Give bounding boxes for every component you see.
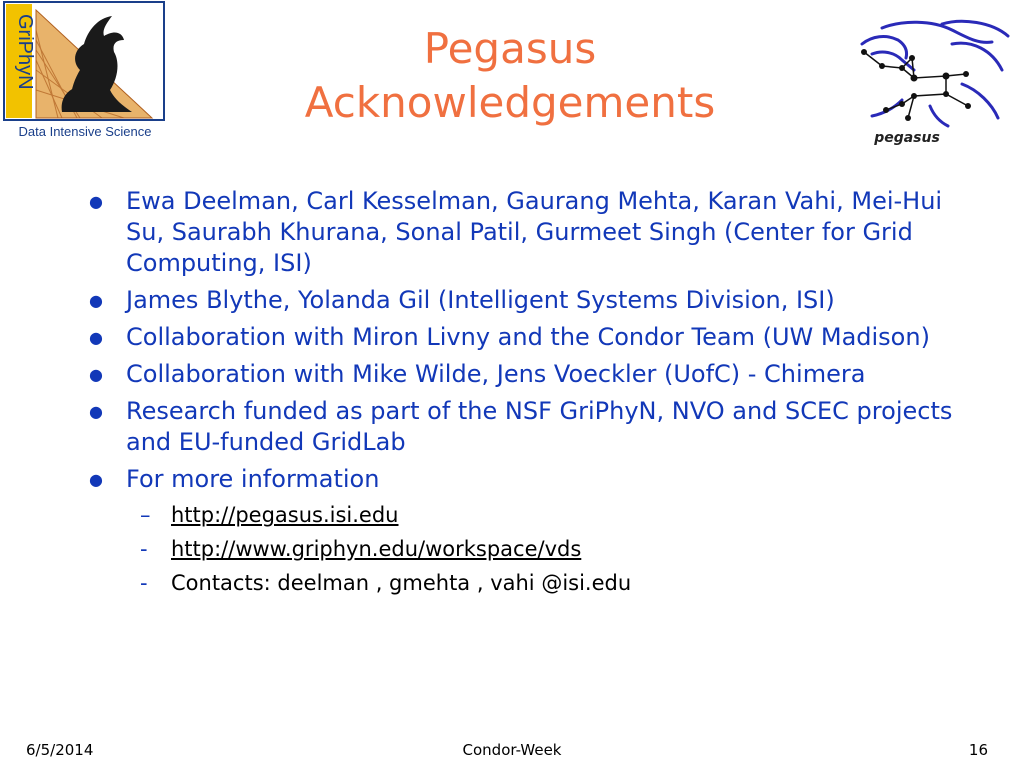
slide-title [250, 22, 770, 130]
sub-item [80, 501, 960, 529]
pegasus-link[interactable]: http://pegasus.isi.edu [171, 503, 399, 527]
slide-title-line1: Pegasus [423, 24, 597, 73]
griphyn-logo-icon [2, 0, 168, 124]
bullet-item [80, 359, 960, 390]
bullet-dot-icon: ● [89, 470, 103, 489]
bullet-text: Collaboration with Miron Livny and the Condor Team (UW Madison) [126, 323, 930, 351]
griphyn-link[interactable]: http://www.griphyn.edu/workspace/vds [171, 537, 582, 561]
bullet-item [80, 285, 960, 316]
bullet-dot-icon: ● [89, 291, 103, 310]
griphyn-vertical-text: GriPhyN [14, 14, 36, 90]
bullet-item [80, 186, 960, 279]
footer-page-number: 16 [968, 741, 988, 759]
pegasus-logo [842, 14, 1016, 154]
bullet-list [80, 186, 960, 603]
slide-title-line2: Acknowledgements [304, 78, 716, 127]
sub-item [80, 569, 960, 597]
griphyn-logo [2, 0, 168, 146]
griphyn-caption: Data Intensive Science [18, 124, 152, 139]
bullet-text: For more information [126, 465, 380, 493]
bullet-text: Collaboration with Mike Wilde, Jens Voeckler (UofC) - Chimera [126, 360, 866, 388]
bullet-item [80, 464, 960, 495]
sub-item-dash-icon: - [140, 571, 148, 595]
pegasus-caption: pegasus [874, 130, 940, 146]
bullet-item [80, 322, 960, 353]
bullet-text: Research funded as part of the NSF GriPhyN, NVO and SCEC projects and EU-funded GridLab [126, 397, 953, 456]
sub-item-dash-icon: – [140, 503, 151, 527]
contacts-text: Contacts: deelman , gmehta , vahi @isi.edu [171, 571, 632, 595]
bullet-dot-icon: ● [89, 402, 103, 421]
bullet-dot-icon: ● [89, 192, 103, 211]
bullet-text: James Blythe, Yolanda Gil (Intelligent Systems Division, ISI) [126, 286, 835, 314]
bullet-item [80, 396, 960, 458]
footer-date: 6/5/2014 [26, 741, 94, 759]
bullet-text: Ewa Deelman, Carl Kesselman, Gaurang Mehta, Karan Vahi, Mei-Hui Su, Saurabh Khurana, Sonal Patil, Gurmeet Singh (Center for Grid Computing, ISI) [126, 187, 943, 277]
pegasus-logo-icon [842, 14, 1016, 134]
sub-item-dash-icon: - [140, 537, 148, 561]
footer-center: Condor-Week [462, 741, 562, 759]
sub-item [80, 535, 960, 563]
bullet-dot-icon: ● [89, 365, 103, 384]
bullet-dot-icon: ● [89, 328, 103, 347]
